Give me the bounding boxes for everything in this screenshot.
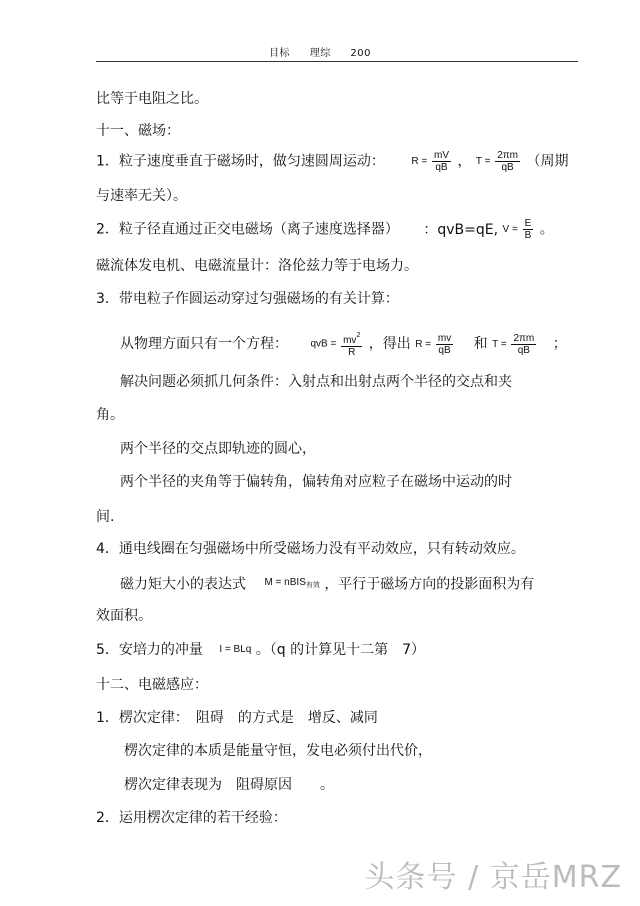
text-line-16: 效面积。: [96, 608, 152, 624]
text-line-13: 间.: [96, 509, 115, 525]
formula-T: [476, 150, 522, 173]
line-15-text: 磁力矩大小的表达式: [120, 576, 246, 593]
text-line-22: 2．运用楞次定律的若干经验：: [96, 810, 287, 826]
formula-T2-den: qB: [517, 344, 530, 356]
formula-I: [219, 641, 251, 659]
formula-R2-lhs: R =: [415, 338, 432, 350]
text-line-10: 角。: [96, 407, 124, 423]
line-8-and: 和: [473, 336, 488, 352]
comma: ，: [457, 153, 472, 170]
text-line-12: 两个半径的夹角等于偏转角，偏转角对应粒子在磁场中运动的时: [120, 474, 512, 490]
watermark: 头条号 / 京岳MRZ: [364, 860, 622, 895]
text-line-20: 楞次定律的本质是能量守恒，发电必须付出代价，: [124, 743, 432, 759]
text-line-19: 1．楞次定律： 阻碍 的方式是 增反、减同: [96, 710, 378, 726]
text-line-21: 楞次定律表现为 阻碍原因 。: [124, 777, 334, 793]
text-line-14: 4．通电线圈在匀强磁场中所受磁场力没有平动效应，只有转动效应。: [96, 541, 525, 557]
text-line-8: [120, 330, 567, 358]
formula-T2: [492, 333, 538, 356]
line-8-mid: ，得出: [368, 336, 411, 352]
text-line-9: 解决问题必须抓几何条件：入射点和出射点两个半径的交点和夹: [120, 374, 512, 390]
formula-qvB-lhs: qvB =: [310, 338, 337, 350]
formula-R: [411, 150, 453, 173]
formula-R2-den: qB: [438, 344, 451, 356]
item-2-eq: ：qvB=qE,: [423, 221, 499, 238]
formula-R-den: qB: [435, 162, 448, 173]
item-5-tail: 。（q 的计算见十二第 7）: [255, 642, 426, 658]
line-8-text: 从物理方面只有一个方程：: [120, 336, 288, 352]
text-line-1: 比等于电阻之比。: [96, 91, 208, 107]
text-line-4: 与速率无关）。: [96, 188, 187, 204]
header-part-1: 目标: [269, 48, 291, 59]
header-divider: [96, 61, 578, 62]
formula-qvB-num: mv: [343, 335, 357, 346]
item-2-text: 2．粒子径直通过正交电磁场（离子速度选择器）: [96, 221, 399, 238]
formula-R-num: mV: [433, 150, 449, 161]
formula-R-lhs: R =: [411, 156, 428, 168]
text-line-6: 磁流体发电机、电磁流量计：洛伦兹力等于电场力。: [96, 258, 418, 274]
text-line-5: [96, 218, 554, 241]
period: 。: [539, 221, 554, 238]
formula-qvB-den: R: [348, 347, 356, 358]
page-header: [0, 44, 640, 59]
text-line-11: 两个半径的交点即轨迹的圆心，: [120, 441, 316, 457]
formula-T-lhs: T =: [475, 156, 491, 168]
section-heading-12: 十二、电磁感应：: [96, 677, 208, 693]
item-1-tail: （周期: [526, 153, 569, 170]
formula-qvB: [310, 330, 364, 358]
formula-V-num: E: [524, 218, 532, 229]
text-line-7: 3．带电粒子作圆运动穿过匀强磁场的有关计算：: [96, 291, 399, 307]
formula-V: [503, 218, 536, 241]
formula-V-den: B: [524, 230, 532, 241]
formula-T-den: qB: [501, 162, 514, 173]
formula-T2-num: 2πm: [513, 332, 535, 344]
formula-I-expr: I = BLq: [219, 644, 252, 655]
text-line-3: [96, 150, 568, 173]
formula-M: [264, 574, 319, 595]
section-heading-11: 十一、磁场：: [96, 123, 180, 139]
header-part-3: 200: [350, 48, 371, 59]
formula-M-sub: 有效: [305, 582, 320, 589]
formula-R2-num: mv: [437, 332, 452, 344]
formula-M-expr: M = nBIS: [264, 577, 306, 588]
formula-R2: [415, 333, 455, 356]
formula-V-lhs: V =: [502, 224, 518, 236]
header-part-2: 理综: [309, 48, 331, 59]
item-1-text: 1．粒子速度垂直于磁场时，做匀速圆周运动：: [96, 153, 385, 170]
formula-T-num: 2πm: [497, 150, 519, 161]
item-5-text: 5．安培力的冲量: [96, 642, 203, 658]
semicolon: ；: [552, 336, 567, 352]
text-line-15: [120, 574, 534, 595]
text-line-17: [96, 641, 425, 659]
line-15-tail: ，平行于磁场方向的投影面积为有: [324, 576, 535, 593]
formula-T2-lhs: T =: [492, 338, 507, 350]
formula-qvB-sup: 2: [356, 332, 361, 339]
